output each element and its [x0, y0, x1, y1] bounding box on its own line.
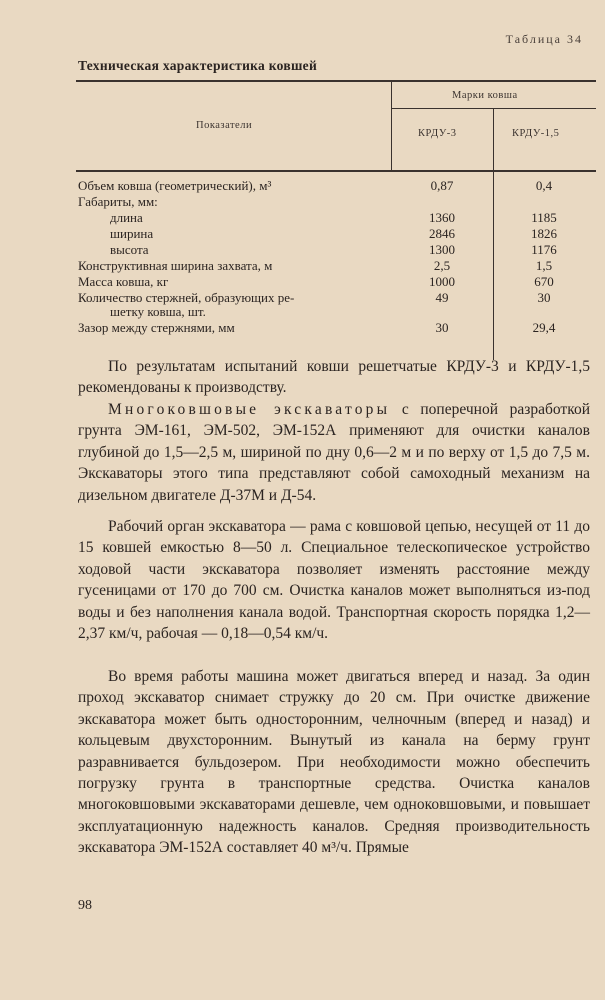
page-number: 98	[78, 898, 92, 913]
table-header-divider	[391, 80, 392, 171]
table-row	[0, 194, 605, 210]
row-label: длина	[110, 210, 143, 225]
paragraph-test-results: По результатам испытаний ковши решетчатые КРДУ-3 и КРДУ-1,5 рекомендованы к производству.	[78, 358, 590, 397]
table-row	[0, 226, 605, 242]
value-krdu-1-5: 30	[537, 290, 551, 305]
paragraph-working-body: Рабочий орган экскаватора — рама с ковшовой цепью, несущей от 11 до 15 ковшей емкостью 8—50 л. Специальное телескопическое устройство ходовой части экскаватора позволяет изменять расстояние между гусеницами от 170 до 700 см. Очистка каналов может выполняться из-под воды и без наполнения канала водой. Транспортная скорость порядка 1,2—2,37 км/ч, рабочая — 0,18—0,54 км/ч.	[78, 518, 590, 643]
value-krdu-3: 1300	[429, 242, 455, 257]
table-title: Техническая характеристика ковшей	[78, 58, 318, 73]
table-row	[0, 304, 605, 320]
value-krdu-3: 2,5	[433, 258, 451, 273]
value-krdu-3: 1000	[429, 274, 455, 289]
value-krdu-1-5: 670	[534, 274, 554, 289]
value-krdu-3: 0,87	[430, 178, 454, 193]
table-top-rule	[76, 80, 596, 82]
table-row	[0, 210, 605, 226]
row-label: Конструктивная ширина захвата, м	[78, 258, 273, 273]
row-label: Объем ковша (геометрический), м³	[78, 178, 272, 193]
row-label: Масса ковша, кг	[78, 274, 169, 289]
table-row	[0, 258, 605, 274]
row-label: Количество стержней, образующих ре-	[78, 290, 295, 305]
value-krdu-1-5: 0,4	[535, 178, 553, 193]
paragraph-continuation: с поперечной разработкой грунта ЭМ-161, ЭМ-502, ЭМ-152А применяют для очистки каналов глубиной до 1,5—2,5 м, шириной по дну 0,6—2 м и по верху от 1,5 до 7,5 м. Экскаваторы этого типа представляют собой самоходный механизм на дизельном двигателе Д-37М и Д-54.	[78, 401, 590, 504]
row-label: ширина	[110, 226, 154, 241]
table-row	[0, 178, 605, 194]
column-header-indicators: Показатели	[196, 120, 253, 131]
table-row	[0, 274, 605, 290]
row-label: Габариты, мм:	[78, 194, 158, 209]
table-row	[0, 242, 605, 258]
value-krdu-3: 30	[435, 320, 449, 335]
row-label: Зазор между стержнями, мм	[78, 320, 235, 335]
value-krdu-1-5: 1176	[531, 242, 557, 257]
row-label: высота	[110, 242, 149, 257]
column-header-krdu-1-5: КРДУ-1,5	[512, 128, 560, 139]
column-header-krdu-3: КРДУ-3	[418, 128, 457, 139]
value-krdu-3: 1360	[429, 210, 455, 225]
value-krdu-1-5: 1185	[531, 210, 557, 225]
value-krdu-3: 2846	[429, 226, 455, 241]
value-krdu-1-5: 1826	[531, 226, 557, 241]
table-row	[0, 320, 605, 336]
paragraph-multibucket-excavators	[78, 399, 590, 506]
column-header-bucket-models: Марки ковша	[452, 90, 518, 101]
table-header-rule	[76, 170, 596, 172]
paragraph-operation: Во время работы машина может двигаться вперед и назад. За один проход экскаватор снимает стружку до 20 см. При очистке движение экскаватора может быть односторонним, челночным (вперед и назад) и кольцевым двухсторонним. Вынутый из канала на берму грунт разравнивается бульдозером. При необходимости можно обеспечить погрузку грунта в транспортные средства. Очистка каналов многоковшовыми экскаваторами дешевле, чем одноковшовыми, и повышает эксплуатационную надежность каналов. Средняя производительность экскаватора ЭМ-152А составляет 40 м³/ч. Прямые	[78, 668, 590, 857]
value-krdu-1-5: 1,5	[535, 258, 553, 273]
row-label: шетку ковша, шт.	[110, 304, 206, 319]
table-number: Таблица 34	[505, 32, 583, 46]
term-multibucket-excavators: Многоковшовые экскаваторы	[108, 401, 391, 418]
value-krdu-3: 49	[435, 290, 449, 305]
value-krdu-1-5: 29,4	[532, 320, 556, 335]
